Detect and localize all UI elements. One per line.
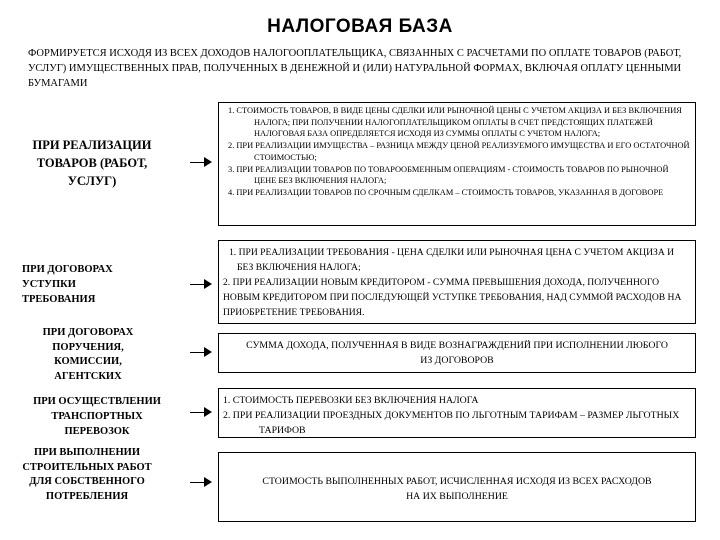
row-label-construction: ПРИ ВЫПОЛНЕНИИ СТРОИТЕЛЬНЫХ РАБОТ ДЛЯ СОБСТВЕННОГО ПОТРЕБЛЕНИЯ [22, 447, 152, 502]
transport-box [218, 388, 696, 438]
arrow-icon [204, 279, 212, 289]
intro-text: ФОРМИРУЕТСЯ ИСХОДЯ ИЗ ВСЕХ ДОХОДОВ НАЛОГООПЛАТЕЛЬЩИКА, СВЯЗАННЫХ С РАСЧЕТАМИ ПО ОПЛАТЕ ТОВАРОВ (РАБОТ, УСЛУГ) ИМУЩЕСТВЕННЫХ ПРАВ, ПОЛУЧЕННЫХ В ДЕНЕЖНОЙ И (ИЛИ) НАТУРАЛЬНОЙ ФОРМАХ, ВКЛЮЧАЯ ОПЛАТУ ЦЕННЫМИ БУМАГАМИ [28, 48, 682, 89]
list-item: 2. ПРИ РЕАЛИЗАЦИИ НОВЫМ КРЕДИТОРОМ - СУММА ПРЕВЫШЕНИЯ ДОХОДА, ПОЛУЧЕННОГО НОВЫМ КРЕДИТОРОМ ПРИ ПОСЛЕДУЮЩЕЙ УСТУПКЕ ТРЕБОВАНИЯ, НАД СУММОЙ РАСХОДОВ НА ПРИОБРЕТЕНИЕ ТРЕБОВАНИЯ. [223, 277, 682, 318]
commission-box: СУММА ДОХОДА, ПОЛУЧЕННАЯ В ВИДЕ ВОЗНАГРАЖДЕНИЙ ПРИ ИСПОЛНЕНИИ ЛЮБОГО ИЗ ДОГОВОРОВ [218, 333, 696, 373]
list-item: 3. ПРИ РЕАЛИЗАЦИИ ТОВАРОВ ПО ТОВАРООБМЕННЫМ ОПЕРАЦИЯМ - СТОИМОСТЬ ТОВАРОВ ПО РЫНОЧНОЙ ЦЕНЕ БЕЗ ВКЛЮЧЕНИЯ НАЛОГА; [228, 164, 669, 186]
arrow-icon [204, 157, 212, 167]
page-title: НАЛОГОВАЯ БАЗА [267, 16, 453, 37]
row-label-claims: ПРИ ДОГОВОРАХ УСТУПКИ ТРЕБОВАНИЯ [22, 264, 113, 305]
list-item: 2. ПРИ РЕАЛИЗАЦИИ ИМУЩЕСТВА – РАЗНИЦА МЕЖДУ ЦЕНОЙ РЕАЛИЗУЕМОГО ИМУЩЕСТВА И ЕГО ОСТАТОЧНОЙ СТОИМОСТЬЮ; [228, 141, 690, 162]
goods-box [218, 102, 696, 226]
row-label-commission: ПРИ ДОГОВОРАХ ПОРУЧЕНИЯ, КОМИССИИ, АГЕНТСКИХ [42, 327, 134, 382]
list-item: 1. СТОИМОСТЬ ПЕРЕВОЗКИ БЕЗ ВКЛЮЧЕНИЯ НАЛОГА [223, 395, 479, 406]
list-item: 1. СТОИМОСТЬ ТОВАРОВ, В ВИДЕ ЦЕНЫ СДЕЛКИ ИЛИ РЫНОЧНОЙ ЦЕНЫ С УЧЕТОМ АКЦИЗА И БЕЗ ВКЛЮЧЕНИЯ НАЛОГА; ПРИ ПОЛУЧЕНИИ НАЛОГОПЛАТЕЛЬЩИКОМ ОПЛАТЫ В СЧЕТ ПРЕДСТОЯЩИХ ПЛАТЕЖЕЙ НАЛОГОВАЯ БАЗА ОПРЕДЕЛЯЕТСЯ ИСХОДЯ ИЗ СУММЫ ОПЛАТЫ С УЧЕТОМ НАЛОГА; [228, 106, 682, 139]
arrow-icon [204, 347, 212, 357]
list-item: 2. ПРИ РЕАЛИЗАЦИИ ПРОЕЗДНЫХ ДОКУМЕНТОВ ПО ЛЬГОТНЫМ ТАРИФАМ – РАЗМЕР ЛЬГОТНЫХ ТАРИФОВ [223, 410, 680, 436]
row-label-transport: ПРИ ОСУЩЕСТВЛЕНИИ ТРАНСПОРТНЫХ ПЕРЕВОЗОК [33, 396, 161, 437]
arrow-icon [204, 407, 212, 417]
row-label-goods: ПРИ РЕАЛИЗАЦИИ ТОВАРОВ (РАБОТ, УСЛУГ) [32, 138, 152, 188]
list-item: 4. ПРИ РЕАЛИЗАЦИИ ТОВАРОВ ПО СРОЧНЫМ СДЕЛКАМ – СТОИМОСТЬ ТОВАРОВ, УКАЗАННАЯ В ДОГОВОРЕ [228, 187, 664, 197]
construction-box: СТОИМОСТЬ ВЫПОЛНЕННЫХ РАБОТ, ИСЧИСЛЕННАЯ ИСХОДЯ ИЗ ВСЕХ РАСХОДОВ НА ИХ ВЫПОЛНЕНИЕ [218, 452, 696, 522]
claims-box [218, 240, 696, 324]
arrow-icon [204, 477, 212, 487]
list-item: 1. ПРИ РЕАЛИЗАЦИИ ТРЕБОВАНИЯ - ЦЕНА СДЕЛКИ ИЛИ РЫНОЧНАЯ ЦЕНА С УЧЕТОМ АКЦИЗА И БЕЗ ВКЛЮЧЕНИЯ НАЛОГА; [229, 247, 675, 273]
